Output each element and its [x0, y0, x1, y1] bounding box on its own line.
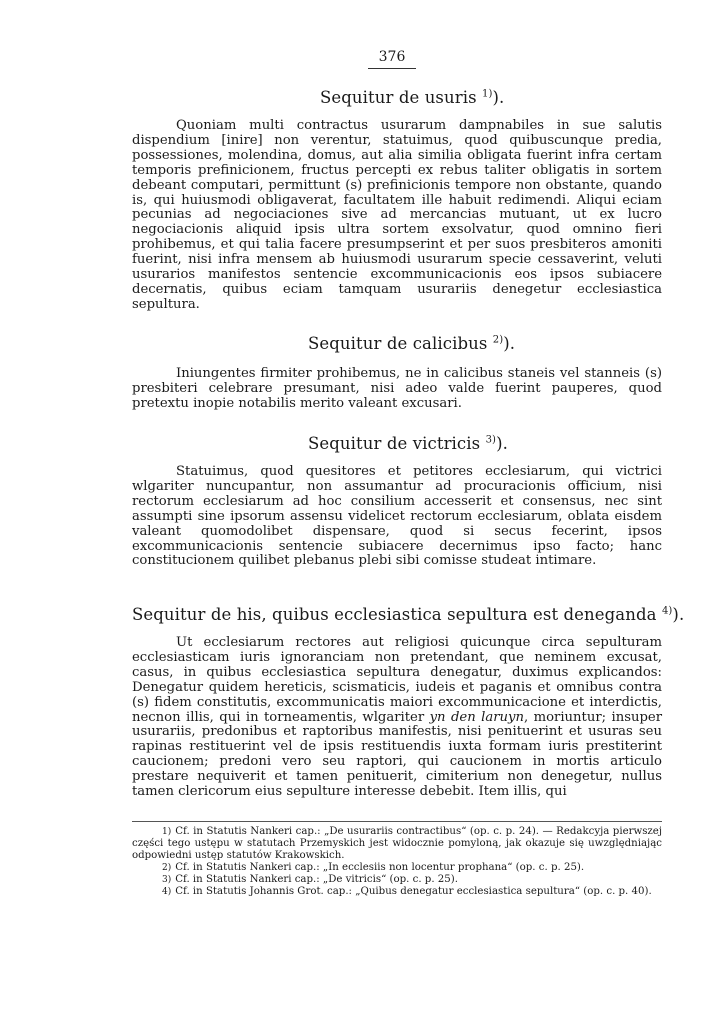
footnote-ref: 3) [485, 434, 497, 446]
footnote: 3) Cf. in Statutis Nankeri cap.: „De vitricis“ (op. c. p. 25). [162, 874, 458, 885]
section-heading-calicibus: Sequitur de calicibus $^{2)}$). [308, 334, 516, 353]
heading-text: Sequitur de calicibus [308, 334, 488, 353]
section-heading-usuris: Sequitur de usuris $^{1)}$). [320, 88, 505, 107]
footnote-ref: 1) [482, 88, 493, 100]
section-heading-sepultura: Sequitur de his, quibus ecclesiastica sepultura est deneganda $^{4)}$). [132, 605, 685, 624]
paragraph-text: Statuimus, quod quesitores et petitores ecclesiarum, qui victrici wlgariter nuncupantur, non assumantur ad procuracionis officium, nisi rectorum ecclesiarum ad hoc consilium accesserit et consensus, nec sint assumpti sine ipsorum assensu videlicet rectorum ecclesiarum, oblata eisdem valeant quomodolibet dispensare, quod si secus fecerint, ipsos excommunicacionis sentencie subiacere decernimus ipso facto; hanc constitucionem quilibet plebanus plebi sibi comisse studeat intimare. [132, 464, 662, 569]
footnote: 1) Cf. in Statutis Nankeri cap.: „De usurariis contractibus“ (op. c. p. 24). — Redakcyja pierwszej części tego ustępu w statutach Przemyskich jest widocznie pomyloną, jak okazuje się uwzględniając odpowiedni ustęp statutów Krakowskich. [132, 826, 662, 861]
heading-text: Sequitur de victricis [308, 434, 481, 453]
paragraph-text: Ut ecclesiarum rectores aut religiosi quicunque circa sepulturam ecclesiasticam iuris ignoranciam non pretendant, que neminem excusat, casus, in quibus ecclesiastica sepultura denegatur, duximus explicandos: Denegatur quidem hereticis, scismaticis, iudeis et paganis et omnibus contra (s) fidem constitutis, excommunicatis maiori excommunicacione et interdictis, necnon illis, qui in torneamentis, wlgariter [132, 635, 662, 725]
footnote: 4) Cf. in Statutis Johannis Grot. cap.: „Quibus denegatur ecclesiastica sepultura“ (op. c. p. 40). [162, 886, 652, 897]
page-number: 376 [368, 48, 416, 69]
paragraph-text: Iniungentes firmiter prohibemus, ne in calicibus staneis vel stanneis (s) presbiteri celebrare presumant, nisi adeo valde fuerint pauperes, quod pretextu inopie notabilis merito valeant excusari. [132, 366, 662, 411]
paragraph-victricis [132, 465, 662, 569]
paragraph-calicibus [132, 367, 662, 412]
vernacular-phrase: yn den laruyn [429, 709, 524, 725]
footnote: 2) Cf. in Statutis Nankeri cap.: „In ecclesiis non locentur prophana“ (op. c. p. 25). [162, 862, 585, 873]
paragraph-sepultura [132, 636, 662, 800]
footnotes [132, 821, 662, 898]
footnote-ref: 4) [661, 605, 673, 617]
heading-text: Sequitur de usuris [320, 88, 477, 107]
heading-text: Sequitur de his, quibus ecclesiastica sepultura est deneganda [132, 605, 657, 624]
paragraph-text: , moriuntur; insuper usurariis, predonibus et raptoribus manifestis, nisi penituerint et usuras seu rapinas restituerint vel de ipsis restituendis iuxta formam iuris prestiterint caucionem; predoni vero seu raptori, qui caucionem in mortis articulo prestare nequiverit et tamen penituerit, cimiterium non denegetur, nullus tamen clericorum eius sepulture interesse debebit. Item illis, qui [132, 709, 663, 800]
paragraph-text: Quoniam multi contractus usurarum dampnabiles in sue salutis dispendium [inire] non verentur, statuimus, quod quibuscunque predia, possessiones, molendina, domus, aut alia similia obligata fuerint infra certam temporis prefinicionem, fructus percepti ex rebus taliter obligatis in sortem debeant computari, permittunt (s) prefinicionis tempore non obstante, quando is, qui huiusmodi obligaverat, facultatem ille habuit redimendi. Aliqui eciam pecunias ad negociaciones sive ad mercancias mutuant, ut ex lucro negociacionis aliquid ipsis ultra sortem exsolvatur, quod omnino fieri prohibemus, et qui talia facere presumpserint et per suos presbiteros amoniti fuerint, nisi infra mensem ab huiusmodi usurarum specie cessaverint, veluti usurarios manifestos sentencie excommunicacionis eos ipsos subiacere decernatis, quibus eciam tamquam usurariis denegetur ecclesiastica sepultura. [132, 118, 662, 312]
paragraph-usuris [132, 119, 662, 313]
footnote-ref: 2) [492, 334, 504, 346]
section-heading-victricis: Sequitur de victricis $^{3)}$). [308, 434, 508, 453]
